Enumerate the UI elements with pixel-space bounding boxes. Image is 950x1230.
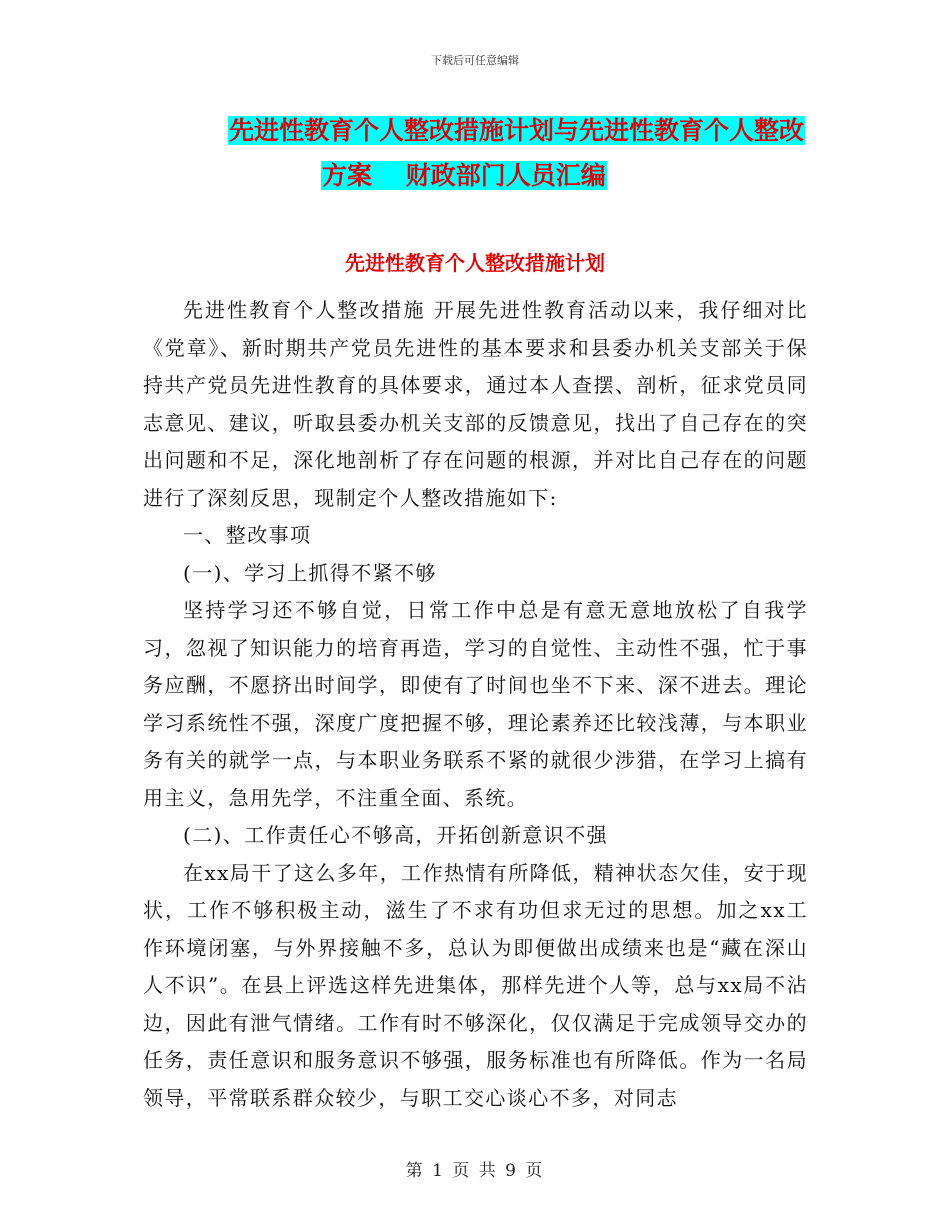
title-line-1: 先进性教育个人整改措施计划与先进性教育个人整改 — [228, 116, 804, 145]
subheading-study: (一)、学习上抓得不紧不够 — [183, 560, 437, 585]
paragraph-study: 坚持学习还不够自觉，日常工作中总是有意无意地放松了自我学习，忽视了知识能力的培育再造，学习的自觉性、主动性不强，忙于事务应酬，不愿挤出时间学，即使有了时间也坐不下来、深不进去。理论学习系统性不强，深度广度把握不够，理论素养还比较浅薄，与本职业务有关的就学一点，与本职业务联系不紧的就很少涉猎，在学习上搞有用主义，急用先学，不注重全面、系统。 — [143, 598, 808, 810]
section-title: 先进性教育个人整改措施计划 — [345, 251, 605, 275]
subheading-responsibility: (二)、工作责任心不够高，开拓创新意识不强 — [183, 823, 609, 847]
page-number-footer: 第 1 页 共 9 页 — [405, 1161, 545, 1181]
document-title — [145, 108, 805, 198]
title-line-2: 方案 财政部门人员汇编 — [322, 161, 606, 190]
page-header-note: 下载后可任意编辑 — [431, 54, 519, 67]
paragraph-responsibility: 在xx局干了这么多年，工作热情有所降低，精神状态欠佳，安于现状，工作不够积极主动，滋生了不求有功但求无过的思想。加之xx工作环境闭塞，与外界接触不多，总认为即便做出成绩来也是“藏在深山人不识”。在县上评选这样先进集体，那样先进个人等，总与xx局不沾边，因此有泄气情绪。工作有时不够深化，仅仅满足于完成领导交办的任务，责任意识和服务意识不够强，服务标准也有所降低。作为一名局领导，平常联系群众较少，与职工交心谈心不多，对同志 — [143, 860, 808, 1110]
document-body — [143, 292, 808, 1117]
heading-rectification-items: 一、整改事项 — [183, 523, 312, 547]
paragraph-intro: 先进性教育个人整改措施 开展先进性教育活动以来，我仔细对比《党章》、新时期共产党员先进性的基本要求和县委办机关支部关于保持共产党员先进性教育的具体要求，通过本人查摆、剖析，征求党员同志意见、建议，听取县委办机关支部的反馈意见，找出了自己存在的突出问题和不足，深化地剖析了存在问题的根源，并对比自己存在的问题进行了深刻反思，现制定个人整改措施如下: — [143, 298, 808, 510]
